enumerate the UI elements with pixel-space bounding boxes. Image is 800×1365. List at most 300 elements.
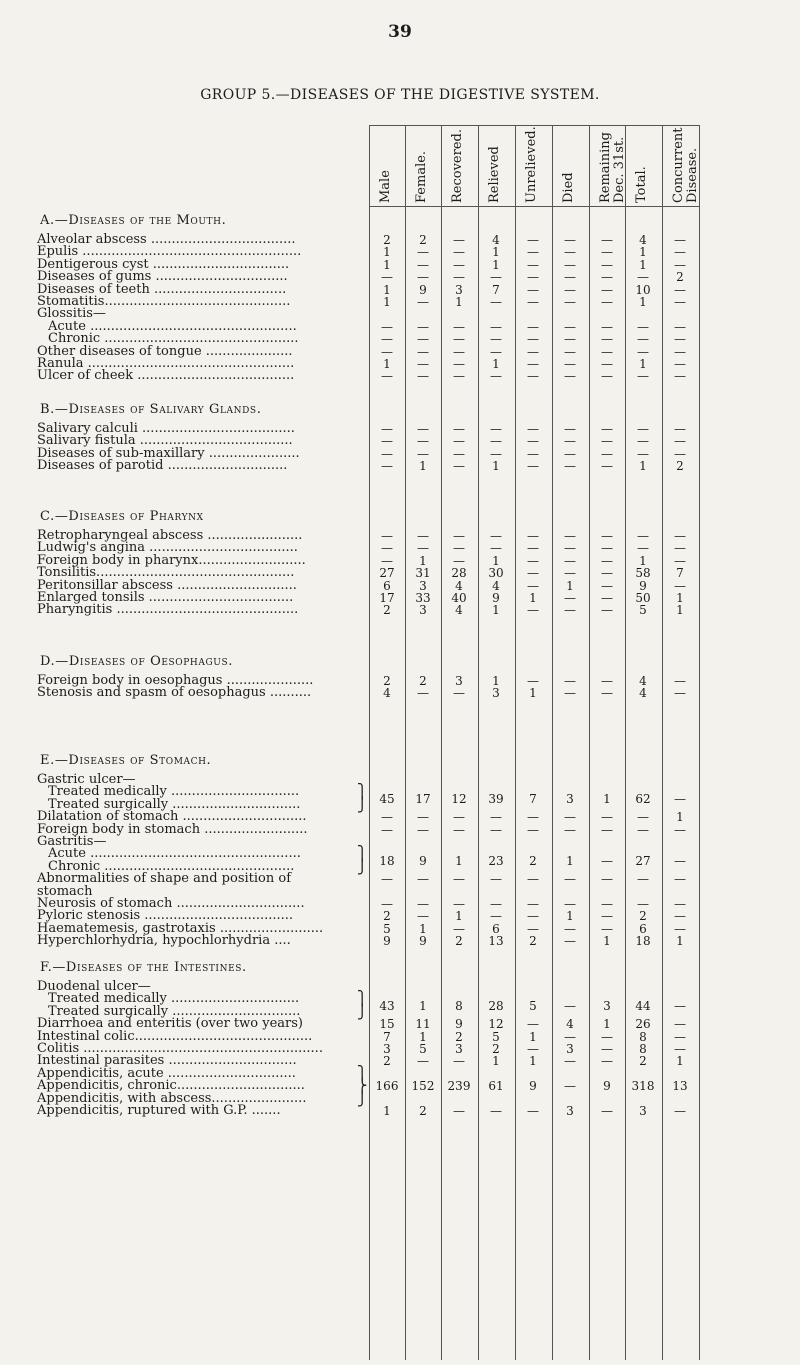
table-row <box>0 603 800 617</box>
table-cell: — <box>601 810 613 825</box>
brace-glyph: ⎬ <box>357 1078 368 1095</box>
table-cell: — <box>527 529 539 543</box>
table-cell: — <box>417 529 429 543</box>
table-cell: 6 <box>639 921 647 936</box>
table-cell: — <box>417 295 429 309</box>
table-cell: 4 <box>566 1017 574 1032</box>
table-cell: 1 <box>492 603 500 618</box>
table-cell: — <box>527 446 539 461</box>
table-cell: — <box>381 553 393 568</box>
table-cell: — <box>637 369 649 384</box>
row-label: Treated surgically ............................... <box>48 797 301 812</box>
table-cell: 2 <box>639 909 647 924</box>
table-cell: — <box>637 422 649 436</box>
table-cell: — <box>637 319 649 334</box>
table-cell: 7 <box>492 282 500 297</box>
table-cell: — <box>527 233 539 247</box>
table-row <box>0 1104 800 1118</box>
table-cell: 5 <box>383 921 391 936</box>
row-label: Gastritis— <box>37 835 107 849</box>
table-cell: 9 <box>419 934 427 949</box>
table-cell: — <box>453 1054 465 1069</box>
table-cell: — <box>490 295 502 309</box>
table-cell: — <box>637 872 649 887</box>
table-cell: 26 <box>635 1017 651 1032</box>
table-cell: — <box>527 897 539 911</box>
row-label: Salivary calculi ..................................... <box>37 422 295 436</box>
table-cell: — <box>490 319 502 334</box>
table-cell: — <box>564 1079 576 1094</box>
table-cell: 3 <box>639 1104 647 1118</box>
table-cell: — <box>527 434 539 449</box>
table-cell: 1 <box>492 459 500 474</box>
section-title: B.—Diseases of Salivary Glands. <box>40 402 262 417</box>
table-cell: — <box>453 233 465 247</box>
table-cell: — <box>564 810 576 825</box>
section-title: A.—Diseases of the Mouth. <box>40 213 227 228</box>
table-row <box>0 459 800 473</box>
table-cell: 28 <box>488 999 504 1014</box>
row-label: Dentigerous cyst ................................. <box>37 257 290 272</box>
table-cell: — <box>601 319 613 334</box>
table-cell: — <box>674 897 686 911</box>
brace-glyph: ⎭ <box>357 1090 368 1107</box>
row-label: Pyloric stenosis .................................... <box>37 909 294 924</box>
table-cell: — <box>381 434 393 449</box>
table-cell: — <box>417 446 429 461</box>
table-cell: — <box>601 1029 613 1044</box>
table-cell: — <box>601 529 613 543</box>
table-cell: 10 <box>635 282 651 297</box>
table-cell: — <box>417 245 429 260</box>
table-cell: — <box>527 872 539 887</box>
table-cell: — <box>417 686 429 701</box>
table-cell: — <box>637 897 649 911</box>
table-cell: — <box>601 233 613 247</box>
row-label: Treated medically ............................... <box>48 785 300 800</box>
table-cell: — <box>564 553 576 568</box>
table-cell: — <box>564 934 576 949</box>
row-label: Foreign body in pharynx.......................... <box>37 553 306 568</box>
row-label: Ludwig's angina .................................... <box>37 541 298 556</box>
table-cell: 1 <box>566 909 574 924</box>
table-cell: — <box>674 872 686 887</box>
table-cell: — <box>527 603 539 618</box>
table-cell: — <box>527 921 539 936</box>
table-cell: 2 <box>676 270 684 285</box>
table-cell: — <box>417 369 429 384</box>
table-cell: — <box>453 434 465 449</box>
header-rule <box>369 206 699 207</box>
table-cell: — <box>453 897 465 911</box>
table-cell: — <box>527 1042 539 1056</box>
brace-glyph: ⎫ <box>357 991 368 1008</box>
table-cell: 2 <box>383 909 391 924</box>
table-cell: 9 <box>603 1079 611 1094</box>
table-cell: — <box>674 1042 686 1056</box>
table-cell: — <box>527 319 539 334</box>
table-cell: — <box>564 872 576 887</box>
table-cell: — <box>601 446 613 461</box>
row-label: Hyperchlorhydria, hypochlorhydria .... <box>37 934 291 949</box>
table-cell: 2 <box>383 603 391 618</box>
row-label: Foreign body in oesophagus ..................... <box>37 674 314 688</box>
table-cell: — <box>564 591 576 605</box>
table-cell: — <box>527 422 539 436</box>
table-cell: — <box>601 674 613 688</box>
table-cell: — <box>527 810 539 825</box>
row-label: Treated surgically ............................... <box>48 1004 301 1019</box>
table-cell: — <box>453 921 465 936</box>
table-cell: — <box>564 999 576 1014</box>
row-label: Intestinal parasites ............................... <box>37 1054 297 1069</box>
table-cell: 1 <box>529 686 537 701</box>
table-cell: — <box>490 541 502 556</box>
table-cell: 2 <box>383 674 391 688</box>
table-cell: 2 <box>529 934 537 949</box>
table-cell: — <box>527 257 539 272</box>
table-cell: 3 <box>566 792 574 807</box>
table-cell: — <box>453 344 465 359</box>
table-cell: — <box>601 332 613 347</box>
row-label: Stomatitis............................................. <box>37 295 291 309</box>
table-cell: — <box>417 270 429 285</box>
table-cell: — <box>674 434 686 449</box>
table-cell: — <box>527 282 539 297</box>
table-cell: 1 <box>383 245 391 260</box>
row-label: Diseases of teeth ................................ <box>37 282 287 297</box>
table-cell: — <box>453 369 465 384</box>
table-cell: — <box>674 282 686 297</box>
table-cell: — <box>564 344 576 359</box>
table-cell: 2 <box>419 233 427 247</box>
table-cell: — <box>527 459 539 474</box>
table-cell: — <box>527 369 539 384</box>
table-cell: — <box>490 810 502 825</box>
table-cell: — <box>453 1104 465 1118</box>
table-cell: — <box>527 541 539 556</box>
page-number: 39 <box>388 22 412 42</box>
table-cell: — <box>490 822 502 837</box>
table-cell: 3 <box>419 603 427 618</box>
table-cell: — <box>564 233 576 247</box>
table-cell: — <box>564 541 576 556</box>
table-cell: — <box>674 921 686 936</box>
column-header-label: Male <box>378 170 393 203</box>
table-cell: 1 <box>676 934 684 949</box>
table-cell: — <box>601 257 613 272</box>
table-cell: 4 <box>455 578 463 593</box>
table-cell: — <box>417 319 429 334</box>
table-cell: 1 <box>383 282 391 297</box>
row-label: Appendicitis, chronic............................... <box>37 1079 305 1094</box>
table-cell: — <box>527 344 539 359</box>
row-label: Neurosis of stomach ............................... <box>37 897 305 911</box>
table-cell: — <box>527 332 539 347</box>
table-cell: 318 <box>631 1079 655 1094</box>
table-cell: — <box>490 1104 502 1118</box>
table-cell: — <box>490 369 502 384</box>
table-cell: 4 <box>492 578 500 593</box>
table-cell: — <box>564 459 576 474</box>
row-label: Abnormalities of shape and position of <box>37 872 292 887</box>
row-label: Enlarged tonsils ................................... <box>37 591 294 605</box>
table-cell: — <box>527 295 539 309</box>
table-cell: 50 <box>635 591 651 605</box>
table-cell: — <box>527 578 539 593</box>
table-cell: — <box>674 369 686 384</box>
table-cell: — <box>527 909 539 924</box>
table-cell: — <box>417 257 429 272</box>
table-cell: 2 <box>639 1054 647 1069</box>
table-cell: — <box>674 854 686 869</box>
table-cell: 39 <box>488 792 504 807</box>
table-cell: 12 <box>488 1017 504 1032</box>
table-cell: — <box>453 872 465 887</box>
table-cell: — <box>490 909 502 924</box>
table-cell: 2 <box>455 1029 463 1044</box>
table-cell: — <box>381 332 393 347</box>
table-cell: — <box>564 369 576 384</box>
table-cell: 1 <box>455 854 463 869</box>
table-cell: — <box>417 822 429 837</box>
table-cell: — <box>564 446 576 461</box>
table-cell: 1 <box>383 1104 391 1118</box>
table-cell: — <box>381 822 393 837</box>
row-label: Glossitis— <box>37 307 106 322</box>
table-cell: — <box>417 422 429 436</box>
table-cell: — <box>453 319 465 334</box>
table-cell: — <box>381 270 393 285</box>
table-cell: — <box>490 897 502 911</box>
row-label: Epulis ..................................................... <box>37 245 302 260</box>
table-cell: — <box>564 282 576 297</box>
table-cell: — <box>527 357 539 371</box>
table-cell: — <box>453 553 465 568</box>
table-cell: — <box>381 872 393 887</box>
table-cell: — <box>453 529 465 543</box>
table-cell: — <box>417 1054 429 1069</box>
row-label: Diarrhoea and enteritis (over two years) <box>37 1017 303 1032</box>
table-cell: — <box>637 541 649 556</box>
table-cell: 4 <box>639 233 647 247</box>
table-cell: 17 <box>379 591 395 605</box>
row-label: Tonsilitis................................................ <box>37 566 295 581</box>
row-label: Other diseases of tongue ..................... <box>37 344 293 359</box>
table-cell: 6 <box>492 921 500 936</box>
table-cell: — <box>453 822 465 837</box>
table-cell: — <box>674 541 686 556</box>
table-cell: — <box>674 674 686 688</box>
table-cell: — <box>417 909 429 924</box>
table-cell: 61 <box>488 1079 504 1094</box>
table-cell: — <box>453 332 465 347</box>
row-label: Colitis .......................................................... <box>37 1042 323 1056</box>
table-cell: — <box>417 357 429 371</box>
table-cell: — <box>601 921 613 936</box>
table-cell: — <box>674 578 686 593</box>
table-cell: — <box>674 529 686 543</box>
row-label: Stenosis and spasm of oesophagus .......... <box>37 686 312 701</box>
table-cell: — <box>381 446 393 461</box>
table-cell: — <box>601 822 613 837</box>
table-cell: — <box>453 810 465 825</box>
row-label: Dilatation of stomach .............................. <box>37 810 307 825</box>
table-cell: 3 <box>492 686 500 701</box>
row-label: Intestinal colic........................................... <box>37 1029 313 1044</box>
table-cell: 8 <box>639 1042 647 1056</box>
table-cell: 166 <box>375 1079 399 1094</box>
table-row <box>0 686 800 700</box>
table-cell: 9 <box>383 934 391 949</box>
table-cell: — <box>417 541 429 556</box>
table-cell: — <box>527 270 539 285</box>
table-cell: — <box>637 344 649 359</box>
table-cell: — <box>674 332 686 347</box>
table-cell: 2 <box>419 674 427 688</box>
table-cell: 1 <box>529 591 537 605</box>
table-cell: 1 <box>492 357 500 371</box>
table-cell: — <box>601 897 613 911</box>
column-header-label: Unrelieved. <box>524 126 539 203</box>
table-cell: — <box>601 369 613 384</box>
table-cell: — <box>674 233 686 247</box>
row-label: Gastric ulcer— <box>37 773 136 787</box>
table-cell: — <box>674 822 686 837</box>
table-cell: 1 <box>492 245 500 260</box>
table-cell: — <box>674 295 686 309</box>
table-cell: — <box>527 245 539 260</box>
table-cell: — <box>601 344 613 359</box>
table-cell: 62 <box>635 792 651 807</box>
brace-glyph: ⎫ <box>357 1065 368 1082</box>
brace-glyph: ⎭ <box>357 796 368 813</box>
table-cell: — <box>527 822 539 837</box>
table-cell: — <box>564 332 576 347</box>
row-label: Chronic ............................................... <box>48 332 299 347</box>
header-rule <box>369 125 699 126</box>
table-cell: — <box>490 529 502 543</box>
table-cell: — <box>601 459 613 474</box>
row-label: Ulcer of cheek ...................................... <box>37 369 295 384</box>
row-label: Haematemesis, gastrotaxis ......................... <box>37 921 324 936</box>
row-label: Treated medically ............................... <box>48 992 300 1007</box>
table-cell: 1 <box>419 999 427 1014</box>
table-cell: — <box>601 591 613 605</box>
row-label: Diseases of sub-maxillary ...................... <box>37 446 300 461</box>
table-cell: — <box>564 319 576 334</box>
table-cell: — <box>564 822 576 837</box>
table-cell: 7 <box>529 792 537 807</box>
table-cell: 18 <box>379 854 395 869</box>
table-cell: 5 <box>492 1029 500 1044</box>
table-cell: — <box>417 897 429 911</box>
table-cell: 30 <box>488 566 504 581</box>
table-cell: — <box>674 999 686 1014</box>
table-cell: 1 <box>492 257 500 272</box>
table-cell: 1 <box>639 245 647 260</box>
table-cell: 2 <box>383 233 391 247</box>
table-cell: — <box>601 295 613 309</box>
brace-glyph: ⎭ <box>357 1003 368 1020</box>
table-cell: — <box>674 319 686 334</box>
section-title: F.—Diseases of the Intestines. <box>40 960 247 975</box>
table-cell: 9 <box>492 591 500 605</box>
table-cell: — <box>674 1104 686 1118</box>
table-cell: — <box>381 369 393 384</box>
table-cell: 1 <box>639 295 647 309</box>
table-cell: — <box>453 245 465 260</box>
column-header-label: Relieved <box>487 146 502 203</box>
table-cell: — <box>601 686 613 701</box>
table-cell: — <box>527 1017 539 1032</box>
table-cell: 3 <box>455 674 463 688</box>
table-cell: 27 <box>635 854 651 869</box>
table-cell: — <box>381 344 393 359</box>
table-cell: — <box>381 459 393 474</box>
table-cell: 1 <box>676 810 684 825</box>
table-cell: 5 <box>639 603 647 618</box>
table-cell: 1 <box>529 1054 537 1069</box>
table-cell: — <box>674 1029 686 1044</box>
table-cell: 1 <box>676 591 684 605</box>
table-cell: 1 <box>383 357 391 371</box>
table-cell: — <box>490 434 502 449</box>
table-cell: — <box>490 270 502 285</box>
table-cell: 8 <box>455 999 463 1014</box>
table-cell: 1 <box>529 1029 537 1044</box>
table-cell: — <box>564 422 576 436</box>
table-cell: 17 <box>415 792 431 807</box>
table-cell: — <box>601 854 613 869</box>
table-cell: — <box>674 344 686 359</box>
table-cell: 1 <box>383 295 391 309</box>
table-cell: — <box>601 357 613 371</box>
table-cell: — <box>674 446 686 461</box>
row-label: Peritonsillar abscess ............................. <box>37 578 297 593</box>
table-cell: — <box>453 459 465 474</box>
column-header-label: Remaining Dec. 31st. <box>598 132 627 203</box>
table-cell: 3 <box>603 999 611 1014</box>
table-cell: 33 <box>415 591 431 605</box>
row-label: Diseases of gums ................................ <box>37 270 288 285</box>
row-label: stomach <box>37 884 93 899</box>
row-label: Appendicitis, with abscess....................... <box>37 1091 307 1106</box>
table-cell: 1 <box>383 257 391 272</box>
brace-glyph: ⎫ <box>357 846 368 863</box>
table-cell: — <box>490 446 502 461</box>
table-cell: — <box>417 872 429 887</box>
table-cell: — <box>674 686 686 701</box>
brace-glyph: ⎫ <box>357 784 368 801</box>
table-cell: — <box>674 245 686 260</box>
table-cell: 1 <box>566 854 574 869</box>
table-cell: — <box>637 529 649 543</box>
column-header-label: Recovered. <box>450 129 465 203</box>
table-row <box>0 369 800 383</box>
row-label: Foreign body in stomach ......................... <box>37 822 308 837</box>
table-cell: 43 <box>379 999 395 1014</box>
table-cell: — <box>527 674 539 688</box>
table-cell: — <box>601 434 613 449</box>
column-header-label: Female. <box>414 150 429 203</box>
table-cell: — <box>490 332 502 347</box>
column-header-label: Concurrent Disease. <box>671 127 700 203</box>
table-cell: — <box>527 553 539 568</box>
table-cell: 7 <box>383 1029 391 1044</box>
table-cell: 9 <box>419 282 427 297</box>
table-cell: — <box>674 357 686 371</box>
